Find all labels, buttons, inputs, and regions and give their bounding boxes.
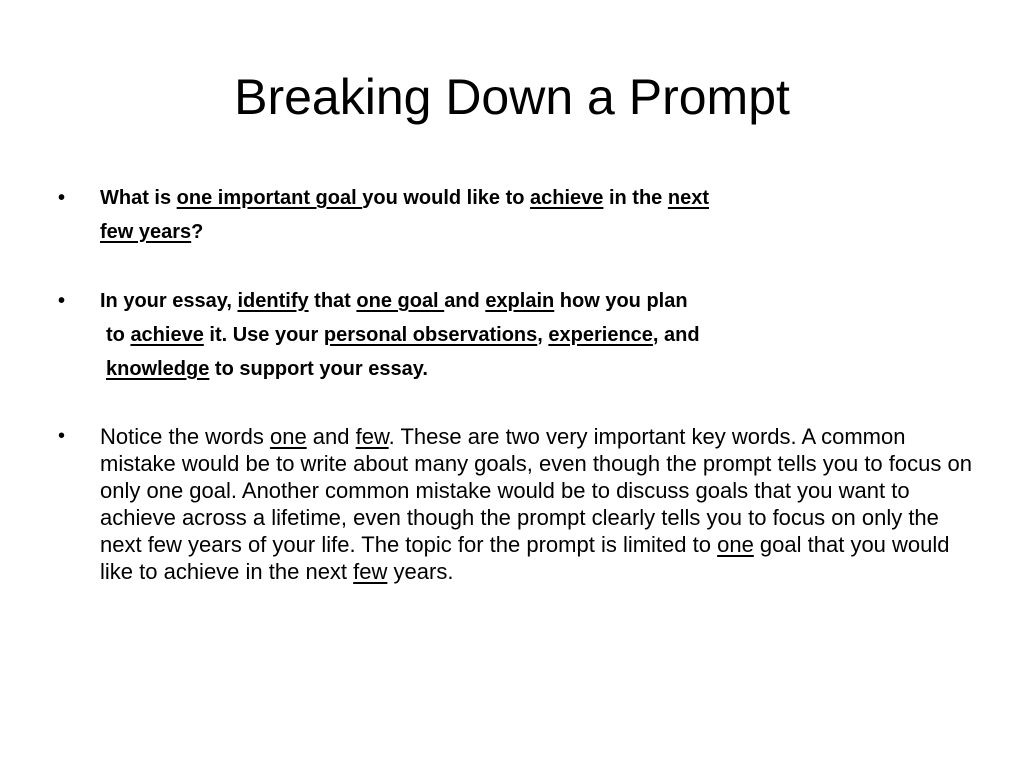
text-run: and <box>444 290 486 312</box>
bullet-line <box>100 215 980 249</box>
text-run: you would like to <box>362 187 531 209</box>
bullet-text <box>100 284 980 386</box>
bullet-line <box>100 284 980 318</box>
text-run: years. <box>387 559 454 584</box>
underlined-phrase: achieve <box>530 187 604 209</box>
bullet-dot: • <box>58 187 66 209</box>
underlined-phrase: explain <box>485 290 555 312</box>
bullet-line <box>100 352 980 386</box>
underlined-word: few <box>353 559 388 584</box>
text-run: to support your essay. <box>209 358 428 380</box>
text-run: Notice the words <box>100 424 270 449</box>
text-run: goal that you would like to achieve in the next <box>100 532 950 584</box>
text-run: how you plan <box>554 290 688 312</box>
text-run: it. Use your <box>203 324 324 346</box>
bullet-paragraph <box>100 423 980 585</box>
underlined-phrase: personal observations <box>323 324 538 346</box>
underlined-word: one <box>717 532 754 557</box>
text-run: In your essay, <box>100 290 238 312</box>
text-run: . These are two very important key words. A common mistake would be to write about many goals, even though the prompt tells you to focus on only one goal. Another common mistake would be to discuss goals that you want to achieve across a lifetime, even though the prompt clearly tells you to focus on only the next few years of your life. The topic for the prompt is limited to <box>100 424 972 557</box>
underlined-phrase: knowledge <box>106 358 210 380</box>
text-run: , <box>537 324 549 346</box>
bullet-text <box>100 181 980 249</box>
underlined-word: few <box>355 424 389 449</box>
text-run: , and <box>652 324 700 346</box>
text-run: ? <box>191 221 204 243</box>
underlined-phrase: few years <box>100 221 192 243</box>
underlined-phrase: next <box>667 187 709 209</box>
underlined-word: one <box>269 424 307 449</box>
text-run: What is <box>100 187 177 209</box>
text-run: in the <box>603 187 668 209</box>
underlined-phrase: achieve <box>130 324 204 346</box>
underlined-phrase: identify <box>237 290 309 312</box>
underlined-phrase: one goal <box>356 290 445 312</box>
text-run: and <box>306 424 356 449</box>
slide-title: Breaking Down a Prompt <box>234 69 790 125</box>
underlined-phrase: experience <box>548 324 653 346</box>
bullet-dot: • <box>58 425 66 447</box>
bullet-line <box>100 318 980 352</box>
bullet-dot: • <box>58 290 66 312</box>
text-run: to <box>106 324 131 346</box>
underlined-phrase: one important goal <box>176 187 363 209</box>
text-run: that <box>308 290 357 312</box>
bullet-line <box>100 181 980 215</box>
